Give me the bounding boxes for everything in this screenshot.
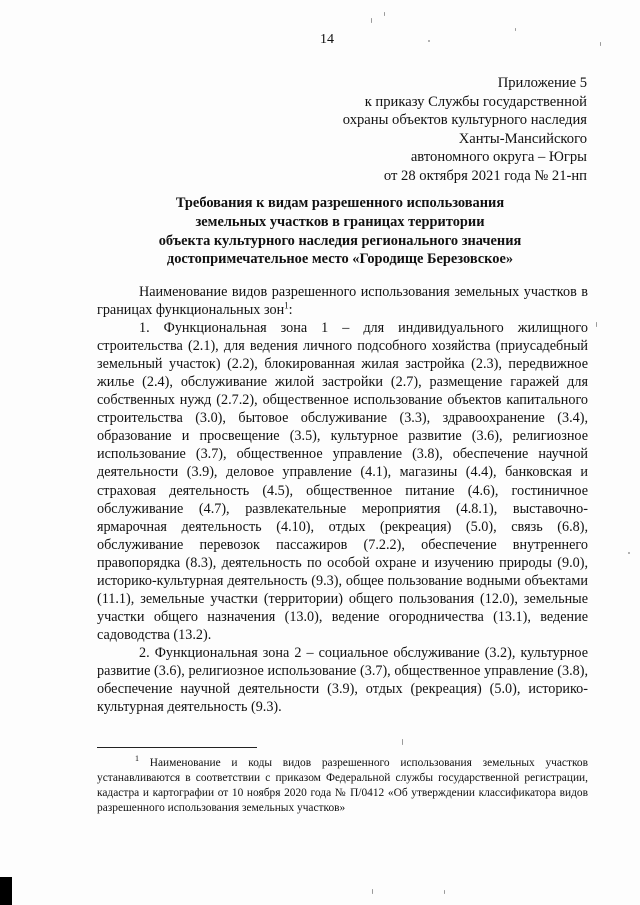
footnote-reference: 1 (284, 300, 289, 311)
page-number: 14 (320, 32, 334, 47)
scan-speck (384, 12, 385, 16)
scan-speck (372, 889, 373, 894)
title-line: земельных участков в границах территории (195, 213, 485, 230)
scan-speck (628, 552, 630, 554)
appendix-line: охраны объектов культурного наследия (342, 112, 587, 129)
zone-1-paragraph: 1. Функциональная зона 1 – для индивидуального жилищного строительства (2.1), для ведения личного подсобного хозяйства (приусадебный земельный участок) (2.2), блокированная жилая застройка (2.3), передвижное жилье (2.4), обслуживание жилой застройки (2.7), размещение гаражей для собственных нужд (2.7.2), общественное использование объектов капитального строительства (3.0), бытовое обслуживание (3.3), здравоохранение (3.4), образование и просвещение (3.5), культурное развитие (3.6), религиозное использование (3.7), общественное управление (3.8), обеспечение научной деятельности (3.9), деловое управление (4.1), магазины (4.4), банковская и страховая деятельность (4.5), общественное питание (4.6), гостиничное обслуживание (4.7), развлекательные мероприятия (4.8.1), выставочно-ярмарочная деятельность (4.10), отдых (рекреация) (5.0), связь (6.8), обслуживание перевозок пассажиров (7.2.2), обеспечение внутреннего правопорядка (8.3), деятельность по особой охране и изучению природы (9.0), историко-культурная деятельность (9.3), общее пользование водными объектами (11.1), земельные участки (территории) общего пользования (12.0), земельные участки общего назначения (13.0), ведение огородничества (13.1), ведение садоводства (13.2). (97, 320, 588, 643)
title-line: объекта культурного наследия регионального значения (158, 232, 522, 249)
footnote (97, 756, 588, 816)
document-body (97, 283, 588, 716)
footnote-text: Наименование и коды видов разрешенного использования земельных участков устанавливаются в соответствии с приказом Федеральной службы государственной регистрации, кадастра и картографии от 10 ноября 2020 года № П/0412 «Об утверждении классификатора видов разрешенного использования земельных участков» (97, 757, 588, 814)
intro-text: Наименование видов разрешенного использования земельных участков в границах функциональных зон (97, 284, 588, 319)
scan-speck (371, 18, 372, 23)
footnote-marker: 1 (135, 754, 139, 764)
appendix-line: Ханты-Мансийского (458, 130, 587, 147)
appendix-line: Приложение 5 (497, 75, 587, 91)
scan-speck (402, 739, 403, 745)
scan-edge-mark (0, 877, 12, 905)
zone-2-paragraph: 2. Функциональная зона 2 – социальное обслуживание (3.2), культурное развитие (3.6), религиозное использование (3.7), общественное управление (3.8), обеспечение научной деятельности (3.9), отдых (рекреация) (5.0), историко-культурная деятельность (9.3). (97, 644, 588, 716)
title-line: Требования к видам разрешенного использования (175, 195, 505, 211)
intro-paragraph (97, 283, 588, 319)
appendix-line: автономного округа – Югры (410, 149, 587, 166)
scan-speck (600, 42, 601, 46)
scan-speck (515, 28, 516, 31)
appendix-line: от 28 октября 2021 года № 21-нп (383, 167, 587, 184)
title-line: достопримечательное место «Городище Березовское» (166, 251, 514, 268)
appendix-line: к приказу Службы государственной (364, 93, 587, 110)
scan-speck (428, 40, 430, 42)
footnote-paragraph (97, 756, 588, 816)
intro-colon: : (288, 302, 293, 319)
scan-speck (596, 322, 597, 327)
footnote-divider (97, 747, 257, 748)
scan-speck (444, 890, 445, 894)
document-title (90, 194, 590, 269)
appendix-header (267, 74, 587, 186)
